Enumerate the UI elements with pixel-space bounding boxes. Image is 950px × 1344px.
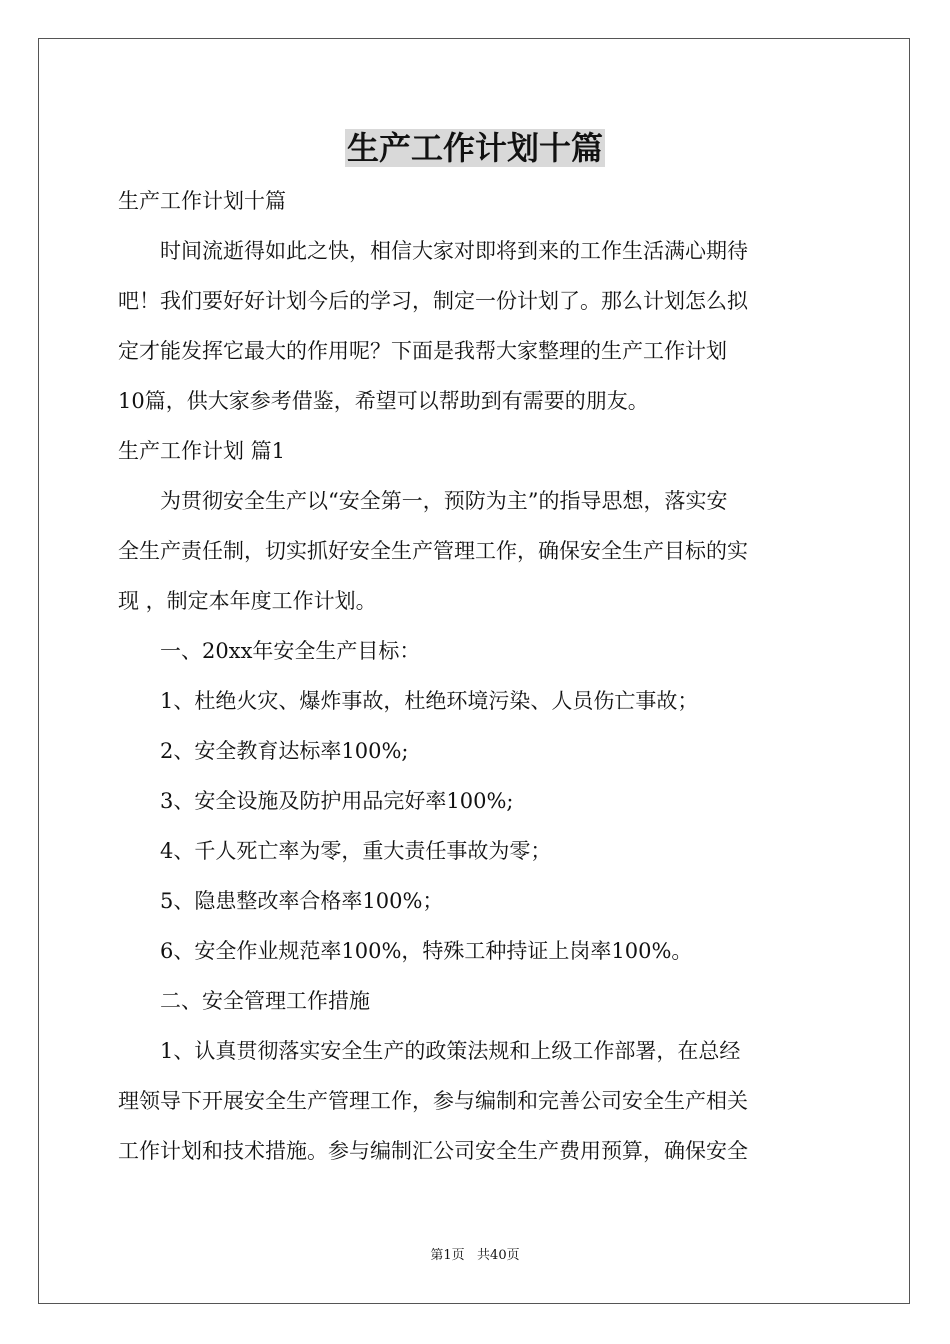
- goals-heading: 一、20xx年安全生产目标：: [160, 639, 421, 663]
- intro-line: 10篇，供大家参考借鉴，希望可以帮助到有需要的朋友。: [118, 389, 649, 413]
- intro-line: 定才能发挥它最大的作用呢？下面是我帮大家整理的生产工作计划: [118, 339, 727, 363]
- goal-item: 1、杜绝火灾、爆炸事故，杜绝环境污染、人员伤亡事故；: [160, 689, 699, 713]
- document-subtitle: 生产工作计划十篇: [118, 189, 286, 213]
- goal-item: 6、安全作业规范率100%，特殊工种持证上岗率100%。: [160, 939, 693, 963]
- section-paragraph-line: 全生产责任制，切实抓好安全生产管理工作，确保安全生产目标的实: [118, 539, 748, 563]
- document-title-text: 生产工作计划十篇: [346, 129, 603, 167]
- document-body: [118, 176, 834, 1176]
- goal-item: 4、千人死亡率为零，重大责任事故为零；: [160, 839, 552, 863]
- section-paragraph: [118, 476, 834, 626]
- intro-line: 时间流逝得如此之快，相信大家对即将到来的工作生活满心期待: [160, 239, 748, 263]
- measures-paragraph: [118, 1026, 834, 1176]
- measures-heading: 二、安全管理工作措施: [160, 989, 370, 1013]
- intro-paragraph: [118, 226, 834, 426]
- goals-list: [118, 676, 834, 976]
- goal-item: 3、安全设施及防护用品完好率100%;: [160, 789, 514, 813]
- measures-line: 1、认真贯彻落实安全生产的政策法规和上级工作部署，在总经: [160, 1039, 741, 1063]
- page-footer: 第1页 共40页: [430, 1248, 520, 1263]
- section-heading: 生产工作计划 篇1: [118, 439, 286, 463]
- goal-item: 5、隐患整改率合格率100%；: [160, 889, 444, 913]
- section-paragraph-line: 现 ，制定本年度工作计划。: [118, 589, 377, 613]
- goal-item: 2、安全教育达标率100%;: [160, 739, 409, 763]
- intro-line: 吧！我们要好好计划今后的学习，制定一份计划了。那么计划怎么拟: [118, 289, 748, 313]
- section-paragraph-line: 为贯彻安全生产以“安全第一，预防为主”的指导思想，落实安: [160, 489, 728, 513]
- measures-line: 工作计划和技术措施。参与编制汇公司安全生产费用预算，确保安全: [118, 1139, 748, 1163]
- measures-line: 理领导下开展安全生产管理工作，参与编制和完善公司安全生产相关: [118, 1089, 748, 1113]
- document-title: [0, 126, 950, 170]
